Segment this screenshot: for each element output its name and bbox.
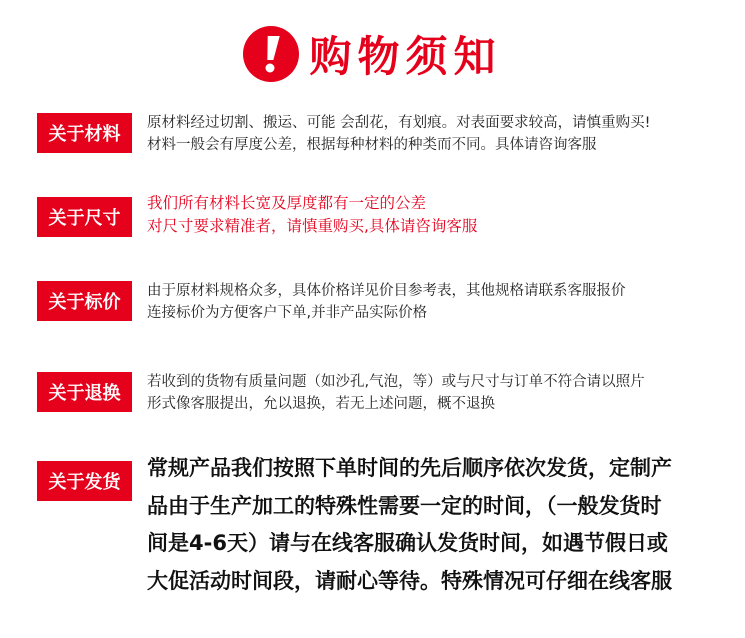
section-text-size	[147, 192, 477, 238]
section-line: 材料一般会有厚度公差，根据每种材料的种类而不同。具体请咨询客服	[147, 137, 597, 153]
section-line: 间是4-6天）请与在线客服确认发货时间，如遇节假日或	[147, 531, 668, 555]
section-text-shipping	[147, 450, 672, 600]
section-label-returns: 关于退换	[37, 372, 132, 412]
section-line: 对尺寸要求精准者，请慎重购买,具体请咨询客服	[147, 217, 478, 235]
section-line: 大促活动时间段，请耐心等待。特殊情况可仔细在线客服	[147, 568, 672, 593]
section-line: 常规产品我们按照下单时间的先后顺序依次发货，定制产	[147, 456, 672, 480]
exclamation-icon	[243, 26, 299, 82]
section-line: 我们所有材料长宽及厚度都有一定的公差	[147, 194, 427, 212]
section-line: 连接标价为方便客户下单,并非产品实际价格	[147, 305, 428, 321]
section-line: 形式像客服提出，允以退换，若无上述问题，概不退换	[147, 396, 495, 412]
section-text-returns	[147, 371, 645, 415]
page-title: 购物须知	[309, 32, 502, 81]
section-label-price: 关于标价	[37, 281, 132, 321]
section-line: 品由于生产加工的特殊性需要一定的时间，（一般发货时	[147, 493, 662, 518]
section-line: 若收到的货物有质量问题（如沙孔,气泡，等）或与尺寸与订单不符合请以照片	[147, 374, 645, 390]
section-text-price	[147, 280, 626, 324]
section-text-materials	[147, 112, 650, 156]
section-line: 原材料经过切割、搬运、可能 会刮花，有划痕。对表面要求较高，请慎重购买!	[147, 115, 651, 131]
section-label-size: 关于尺寸	[37, 197, 132, 237]
section-line: 由于原材料规格众多，具体价格详见价目参考表，其他规格请联系客服报价	[147, 283, 626, 299]
section-label-materials: 关于材料	[37, 113, 132, 153]
section-label-shipping: 关于发货	[37, 461, 132, 501]
page-header	[0, 22, 745, 86]
